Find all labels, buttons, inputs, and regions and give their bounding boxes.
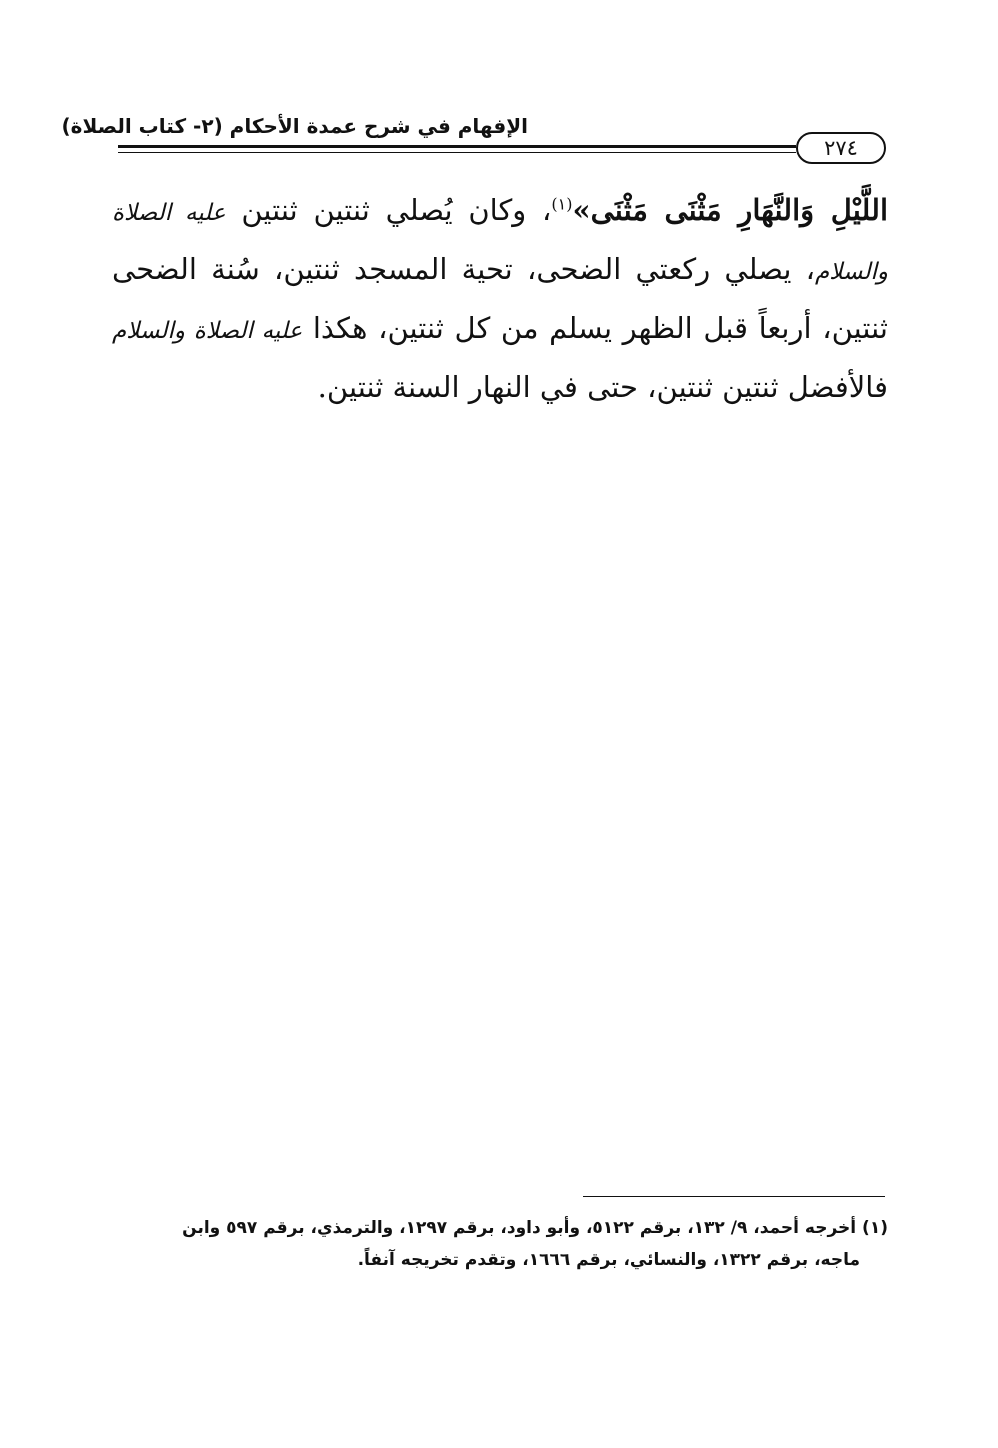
header-rule-thick xyxy=(118,145,796,148)
footnote-reference: (١) xyxy=(551,194,573,214)
header-rule-thin xyxy=(118,152,796,153)
footnote-block xyxy=(112,1212,888,1276)
running-header-title: الإفهام في شرح عمدة الأحكام (٢- كتاب الصلاة) xyxy=(61,114,528,138)
main-text xyxy=(112,182,888,415)
footnote-separator xyxy=(583,1196,885,1197)
salutation-2: عليه الصلاة والسلام xyxy=(112,318,303,344)
salutation-1: عليه الصلاة والسلام xyxy=(112,200,888,285)
text-segment-2: ، يصلي ركعتي الضحى، تحية المسجد ثنتين، سُنة الضحى ثنتين، أربعاً قبل الظهر يسلم من كل ثنتين، هكذا xyxy=(112,252,888,345)
text-segment-3: فالأفضل ثنتين ثنتين، حتى في النهار السنة ثنتين. xyxy=(317,370,888,404)
footnote-line-2: ماجه، برقم ١٣٢٢، والنسائي، برقم ١٦٦٦، وتقدم تخريجه آنفاً. xyxy=(357,1250,860,1270)
text-segment-1: ، وكان يُصلي ثنتين ثنتين xyxy=(225,193,552,227)
hadith-quote: اللَّيْلِ وَالنَّهَارِ مَثْنَى مَثْنَى» xyxy=(572,193,888,227)
footnote-line-1: (١) أخرجه أحمد، ٩/ ١٣٢، برقم ٥١٢٢، وأبو داود، برقم ١٢٩٧، والترمذي، برقم ٥٩٧ وابن xyxy=(182,1218,888,1238)
main-paragraph xyxy=(112,182,888,415)
page-number-badge: ٢٧٤ xyxy=(796,132,886,164)
